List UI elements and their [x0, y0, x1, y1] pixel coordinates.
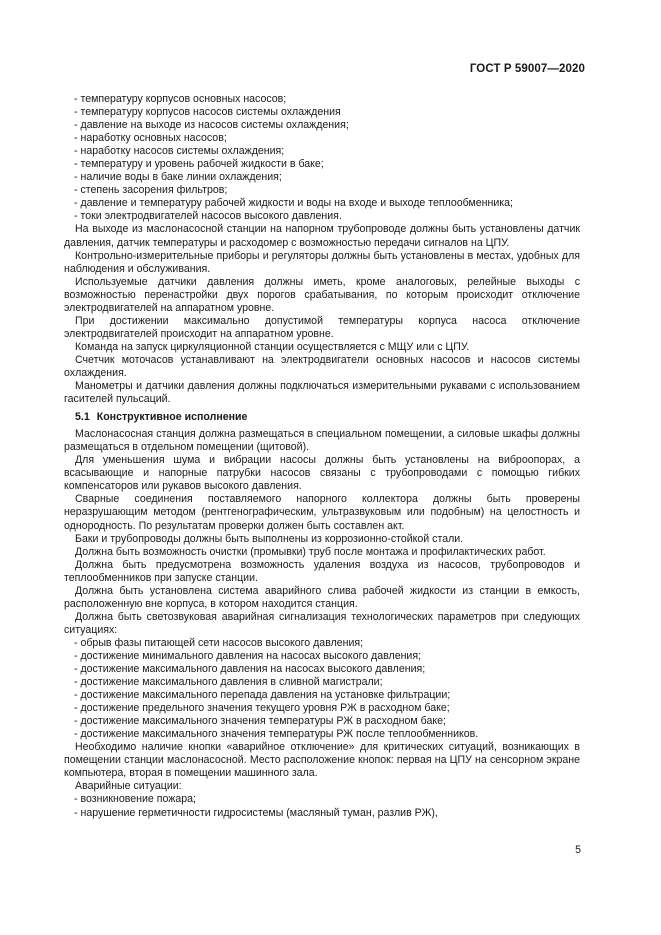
list-item: - достижение максимального давления на насосах высокого давления; [74, 663, 426, 676]
section-title: Конструктивное исполнение [96, 411, 248, 424]
list-item: - достижение максимального значения температуры РЖ после теплообменников. [74, 728, 479, 741]
paragraph: Маслонасосная станция должна размещаться в специальном помещении, а силовые шкафы должны размещаться в отдельном помещении (щитовой). [64, 428, 580, 454]
list-item: - обрыв фазы питающей сети насосов высокого давления; [74, 636, 364, 649]
paragraph: Баки и трубопроводы должны быть выполнены из коррозионно-стойкой стали. [75, 532, 464, 545]
list-item: - давление и температуру рабочей жидкости и воды на входе и выходе теплообменника; [74, 197, 514, 210]
list-item: - наработку насосов системы охлаждения; [74, 145, 285, 158]
paragraph: Должна быть светозвуковая аварийная сигнализация технологических параметров при следующих ситуациях: [64, 610, 580, 636]
list-item: - достижение максимального перепада давления на установке фильтрации; [74, 689, 451, 702]
list-item: - температуру корпусов основных насосов; [74, 93, 287, 105]
list-item: - токи электродвигателей насосов высокого давления. [74, 210, 342, 223]
list-item: - достижение максимального давления в сливной магистрали; [74, 676, 383, 689]
bullet-list-emergencies [64, 793, 580, 819]
page-number: 5 [575, 844, 581, 856]
paragraph: Сварные соединения поставляемого напорного коллектора должны быть проверены неразрушающим методом (рентгенографическим, ультразвуковым или подобным) на целостность и однородность. По результатам проверки должен быть составлен акт. [64, 493, 580, 532]
paragraph: Манометры и датчики давления должны подключаться измерительными рукавами с использованием гасителей пульсаций. [64, 380, 580, 406]
section-number: 5.1 [75, 411, 90, 424]
list-item: - нарушение герметичности гидросистемы (масляный туман, разлив РЖ), [74, 806, 438, 819]
paragraph: Контрольно-измерительные приборы и регуляторы должны быть установлены в местах, удобных для наблюдения и обслуживания. [64, 249, 580, 275]
paragraph: Используемые датчики давления должны иметь, кроме аналоговых, релейные выходы с возможностью перенастройки двух порогов срабатывания, по которым происходит отключение электродвигателей на аппаратном уровне. [64, 275, 580, 314]
paragraph: Для уменьшения шума и вибрации насосы должны быть установлены на виброопорах, а всасывающие и напорные патрубки насосов связаны с трубопроводами с помощью гибких компенсаторов или рукавов высокого давления. [64, 454, 580, 493]
paragraph: Должна быть возможность очистки (промывки) труб после монтажа и профилактических работ. [75, 545, 546, 558]
paragraph: На выходе из маслонасосной станции на напорном трубопроводе должны быть установлены датчик давления, датчик температуры и расходомер с возможностью передачи сигналов на ЦПУ. [64, 223, 580, 249]
paragraph: Необходимо наличие кнопки «аварийное отключение» для критических ситуаций, возникающих в помещении станции маслонасосной. Место расположение кнопок: первая на ЦПУ на сенсорном экране компьютера, вторая в помещении машинного зала. [64, 741, 580, 780]
list-item: - давление на выходе из насосов системы охлаждения; [74, 119, 349, 132]
list-item: - температуру и уровень рабочей жидкости в баке; [74, 158, 324, 171]
document-header: ГОСТ Р 59007—2020 [469, 63, 585, 75]
paragraph: Аварийные ситуации: [75, 780, 182, 793]
paragraph: Должна быть установлена система аварийного слива рабочей жидкости из станции в емкость, расположенную вне корпуса, в котором находится станция. [64, 584, 580, 610]
page-body [64, 93, 580, 820]
bullet-list-monitored-params [64, 93, 580, 223]
list-item: - наработку основных насосов; [74, 132, 227, 145]
paragraph: Счетчик моточасов устанавливают на электродвигатели основных насосов и насосов системы охлаждения. [64, 353, 580, 379]
list-item: - возникновение пожара; [74, 793, 196, 806]
list-item: - степень засорения фильтров; [74, 184, 228, 197]
section-heading [75, 411, 580, 424]
paragraph: При достижении максимально допустимой температуры корпуса насоса отключение электродвигателей происходит на аппаратном уровне. [64, 314, 580, 340]
list-item: - достижение минимального давления на насосах высокого давления; [74, 649, 422, 662]
list-item: - наличие воды в баке линии охлаждения; [74, 171, 282, 184]
paragraph: Команда на запуск циркуляционной станции осуществляется с МЩУ или с ЦПУ. [75, 340, 470, 353]
list-item: - достижение максимального значения температуры РЖ в расходном баке; [74, 715, 446, 728]
list-item: - достижение предельного значения текущего уровня РЖ в расходном баке; [74, 702, 450, 715]
list-item: - температуру корпусов насосов системы охлаждения [74, 106, 341, 119]
paragraph: Должна быть предусмотрена возможность удаления воздуха из насосов, трубопроводов и теплообменников при запуске станции. [64, 558, 580, 584]
bullet-list-alarm-situations [64, 637, 580, 741]
